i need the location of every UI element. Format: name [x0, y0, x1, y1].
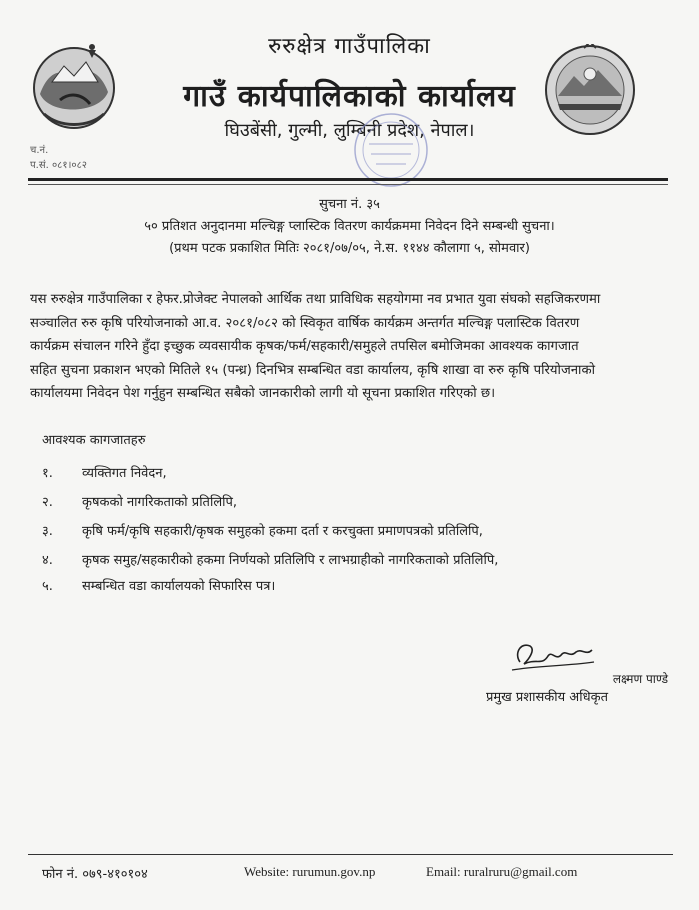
footer-divider	[28, 854, 673, 855]
footer-email[interactable]: Email: ruralruru@gmail.com	[426, 864, 578, 879]
body-line: सञ्चालित रुरु कृषि परियोजनाको आ.व. २०८१/०८२ को स्विकृत वार्षिक कार्यक्रम अन्तर्गत मल्चिङ्ग पलास्टिक वितरण	[30, 315, 580, 331]
body-line: कार्यालयमा निवेदन पेश गर्नुहुन सम्बन्धित सबैको जानकारीको लागी यो सूचना प्रकाशित गरिएको छ।	[30, 386, 496, 402]
notice-subject: ५० प्रतिशत अनुदानमा मल्चिङ्ग प्लास्टिक वितरण कार्यक्रममा निवेदन दिने सम्बन्धी सुचना।	[144, 219, 555, 234]
body-line: कार्यक्रम संचालन गरिने हुँदा इच्छुक व्यवसायीक कृषक/फर्म/सहकारी/समुहले तपसिल बमोजिमका आवश्यक कागजात	[30, 339, 579, 355]
notice-body-paragraph	[30, 288, 666, 406]
body-line: सहित सुचना प्रकाशन भएको मितिले १५ (पन्ध्र) दिनभित्र सम्बन्धित वडा कार्यालय, कृषि शाखा वा रुरु कृषि परियोजनाको	[30, 362, 596, 378]
signatory-name: लक्ष्मण पाण्डे	[612, 672, 668, 686]
office-title: गाउँ कार्यपालिकाको कार्यालय	[183, 79, 516, 114]
header-divider	[28, 178, 668, 181]
requirement-text: कृषक समुह/सहकारीको हकमा निर्णयको प्रतिलिपि र लाभग्राहीको नागरिकताको प्रतिलिपि,	[82, 553, 499, 568]
requirement-number: २.	[42, 495, 53, 510]
body-line: यस रुरुक्षेत्र गाउँपालिका र हेफर.प्रोजेक्ट नेपालको आर्थिक तथा प्राविधिक सहयोगमा नव प्रभात युवा संघको सहजिकरणमा	[30, 292, 601, 307]
header-divider-thin	[28, 184, 668, 185]
pa-sa-label: प.सं. ०८१।०८२	[30, 160, 87, 171]
requirement-text: कृषि फर्म/कृषि सहकारी/कृषक समुहको हकमा दर्ता र करचुक्ता प्रमाणपत्रको प्रतिलिपि,	[82, 524, 483, 539]
signatory-title: प्रमुख प्रशासकीय अधिकृत	[485, 690, 608, 705]
requirement-number: ३.	[42, 524, 53, 539]
footer-website[interactable]: Website: rurumun.gov.np	[244, 864, 376, 879]
requirement-text: सम्बन्धित वडा कार्यालयको सिफारिस पत्र।	[82, 579, 276, 594]
requirement-number: ४.	[42, 553, 53, 568]
requirement-text: कृषकको नागरिकताको प्रतिलिपि,	[82, 495, 238, 510]
cha-no-label: च.नं.	[30, 145, 49, 156]
notice-number: सुचना नं. ३५	[319, 197, 380, 212]
office-address: घिउबेंसी, गुल्मी, लुम्बिनी प्रदेश, नेपाल।	[224, 120, 475, 141]
requirement-text: व्यक्तिगत निवेदन,	[82, 466, 167, 481]
requirements-title: आवश्यक कागजातहरु	[42, 433, 146, 448]
requirement-number: ५.	[42, 579, 53, 594]
municipality-name: रुरुक्षेत्र गाउँपालिका	[268, 34, 431, 59]
requirement-number: १.	[42, 466, 53, 481]
footer-phone: फोन नं. ०७९-४१०१०४	[42, 867, 148, 882]
publication-date-line: (प्रथम पटक प्रकाशित मितिः २०८१/०७/०५, ने.स. ११४४ कौलागा ५, सोमवार)	[169, 241, 530, 256]
